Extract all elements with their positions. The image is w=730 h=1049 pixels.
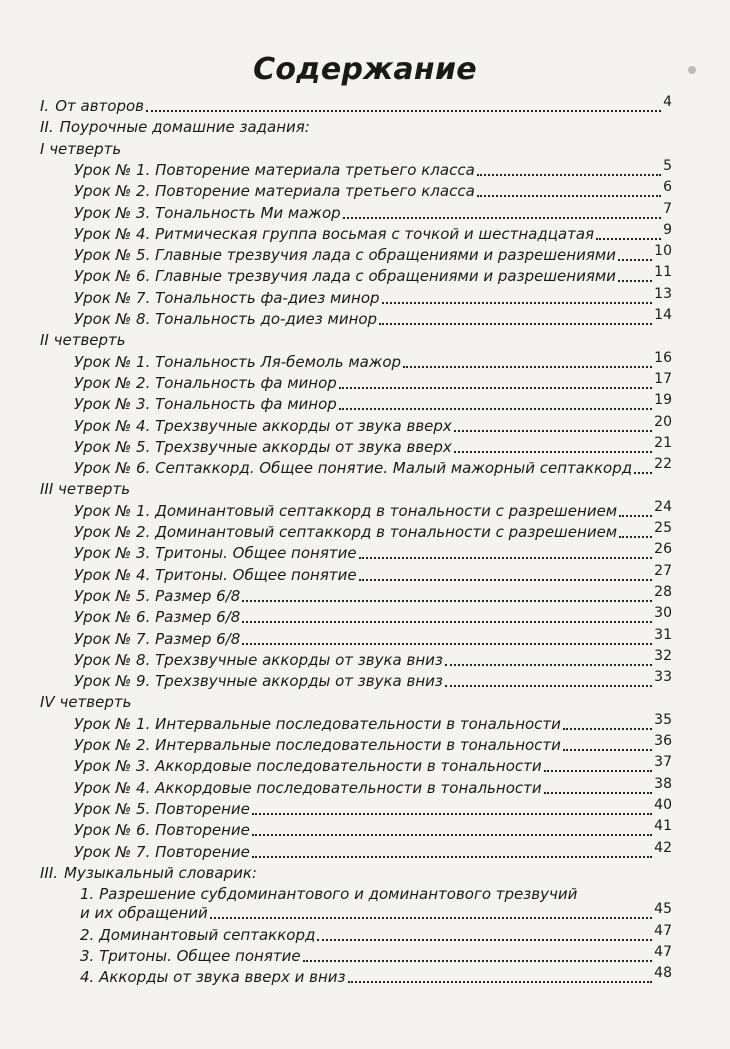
toc-entry [74, 245, 672, 265]
entry-page: 24 [654, 498, 672, 515]
entry-page: 20 [654, 413, 672, 430]
toc-entry [74, 394, 672, 414]
dot-leader [303, 959, 653, 962]
entry-page: 36 [654, 733, 672, 749]
entry-page: 35 [654, 711, 672, 728]
dot-leader [359, 578, 653, 581]
entry-title: Урок № 9. Трехзвучные аккорды от звука вниз [74, 672, 443, 691]
entry-page: 19 [654, 392, 672, 409]
toc-entry [74, 671, 672, 691]
toc-entry [74, 735, 672, 755]
entry-title: Урок № 7. Повторение [74, 842, 250, 861]
entry-title: 3. Тритоны. Общее понятие [80, 947, 301, 965]
toc-entry [74, 647, 672, 670]
dot-leader [348, 980, 653, 983]
toc-entry [74, 711, 672, 734]
dot-leader [596, 237, 661, 240]
entry-title: Урок № 8. Трехзвучные аккорды от звука вниз [74, 650, 443, 669]
entry-title: Урок № 2. Интервальные последовательности в тональности [74, 736, 561, 754]
entry-page: 14 [654, 307, 672, 323]
entry-number: III. [40, 863, 59, 882]
entry-page: 33 [654, 669, 672, 686]
entry-page: 11 [654, 264, 672, 281]
dot-leader [544, 769, 653, 772]
entry-number: II. [40, 118, 54, 137]
toc-entry [80, 967, 672, 987]
entry-title: Урок № 1. Интервальные последовательности в тональности [74, 714, 561, 733]
quarter-heading: III четверть [40, 480, 131, 499]
dot-leader [382, 301, 653, 304]
dot-leader [379, 322, 652, 325]
entry-title: От авторов [55, 97, 145, 115]
toc-entry [74, 413, 672, 436]
dot-leader [618, 279, 652, 282]
dot-leader [252, 855, 652, 858]
toc-entry [74, 607, 672, 627]
entry-title: Урок № 4. Трехзвучные аккорды от звука вверх [74, 416, 452, 435]
dot-leader [563, 748, 652, 751]
dot-leader [477, 194, 661, 197]
quarter-heading: I четверть [40, 139, 122, 158]
entry-page: 28 [654, 583, 672, 600]
dot-leader [146, 109, 661, 112]
entry-title: 1. Разрешение субдоминантового и доминантового трезвучий [80, 885, 578, 904]
entry-title: Урок № 5. Главные трезвучия лада с обращениями и разрешениями [74, 246, 616, 265]
entry-page: 31 [654, 626, 672, 643]
toc-entry [74, 434, 672, 457]
toc-entry [74, 522, 672, 542]
entry-page: 16 [654, 349, 672, 366]
dot-leader [252, 812, 652, 815]
entry-title: Урок № 3. Тональность Ми мажор [74, 203, 341, 222]
dot-leader [252, 833, 652, 836]
toc-entry [74, 458, 672, 478]
dot-leader [343, 216, 661, 219]
entry-page: 45 [654, 901, 672, 918]
toc-entry [74, 157, 672, 180]
entry-title: Музыкальный словарик: [64, 863, 257, 882]
toc-entry [74, 796, 672, 819]
toc-entry [74, 839, 672, 862]
entry-title: Урок № 1. Доминантовый септаккорд в тональности с разрешением [74, 501, 618, 520]
entry-title: Урок № 5. Размер 6/8 [74, 586, 241, 605]
entry-page: 6 [663, 179, 672, 196]
entry-title: Урок № 6. Главные трезвучия лада с обращениями и разрешениями [74, 267, 616, 286]
entry-title: Урок № 6. Повторение [74, 821, 250, 840]
entry-title: Урок № 4. Ритмическая группа восьмая с точкой и шестнадцатая [74, 224, 595, 243]
toc-entry [74, 309, 672, 329]
entry-number: I. [40, 97, 50, 115]
entry-title: Урок № 8. Тональность до-диез минор [74, 310, 378, 328]
toc-entry [74, 370, 672, 393]
toc-entry [40, 863, 672, 883]
entry-page: 37 [654, 754, 672, 771]
dot-leader [619, 514, 652, 517]
entry-page: 38 [654, 775, 672, 792]
toc-entry [74, 775, 672, 798]
dot-leader [563, 727, 652, 730]
quarter-heading: II четверть [40, 331, 126, 350]
entry-title: Урок № 3. Аккордовые последовательности в тональности [74, 757, 542, 776]
toc-entry [74, 498, 672, 521]
dot-leader [618, 258, 652, 261]
entry-title: Урок № 5. Повторение [74, 799, 250, 818]
toc-entry [74, 285, 672, 308]
entry-title: Урок № 1. Повторение материала третьего класса [74, 160, 475, 179]
dot-leader [454, 450, 652, 453]
toc-entry [80, 884, 672, 904]
toc-entry [74, 583, 672, 606]
toc-entry [74, 181, 672, 201]
quarter-heading: IV четверть [40, 693, 132, 712]
entry-title: Урок № 2. Доминантовый септаккорд в тональности с разрешением [74, 523, 618, 541]
dot-leader [242, 620, 652, 623]
entry-page: 22 [654, 456, 672, 473]
entry-page: 30 [654, 605, 672, 622]
entry-page: 13 [654, 285, 672, 302]
entry-page: 40 [654, 796, 672, 813]
entry-page: 4 [663, 94, 672, 110]
toc-entry [80, 903, 672, 923]
entry-page: 10 [654, 243, 672, 260]
entry-page: 48 [654, 965, 672, 982]
entry-page: 21 [654, 434, 672, 451]
entry-title: Урок № 4. Аккордовые последовательности в тональности [74, 778, 542, 797]
entry-page: 32 [654, 647, 672, 664]
dot-leader [445, 684, 652, 687]
entry-title: Урок № 7. Размер 6/8 [74, 629, 241, 648]
entry-page: 17 [654, 370, 672, 387]
entry-title: Урок № 6. Размер 6/8 [74, 608, 241, 627]
toc-entry [74, 820, 672, 840]
dot-leader [317, 938, 652, 941]
dot-leader [339, 407, 652, 410]
entry-title: 2. Доминантовый септаккорд [80, 925, 316, 944]
dot-leader [339, 386, 652, 389]
toc-entry [74, 266, 672, 286]
toc-entry [74, 349, 672, 372]
dot-leader [619, 535, 652, 538]
entry-page: 7 [663, 200, 672, 217]
page-mark [688, 66, 696, 74]
entry-page: 47 [654, 944, 672, 960]
entry-title: Урок № 3. Тритоны. Общее понятие [74, 544, 357, 563]
entry-page: 26 [654, 541, 672, 558]
toc-entry [74, 756, 672, 776]
entry-page: 27 [654, 562, 672, 579]
entry-title: Урок № 3. Тональность фа минор [74, 395, 337, 414]
page-title: Содержание [253, 52, 477, 87]
dot-leader [403, 365, 652, 368]
toc-entry [74, 626, 672, 649]
toc-entry [74, 221, 672, 244]
dot-leader [242, 599, 652, 602]
dot-leader [634, 471, 652, 474]
dot-leader [359, 556, 653, 559]
entry-title: и их обращений [80, 904, 208, 923]
entry-page: 42 [654, 839, 672, 856]
toc-entry [74, 543, 672, 563]
dot-leader [454, 429, 652, 432]
entry-page: 41 [654, 818, 672, 835]
entry-title: Урок № 1. Тональность Ля-бемоль мажор [74, 352, 402, 371]
toc-entry [74, 562, 672, 585]
dot-leader [445, 663, 652, 666]
entry-page: 47 [654, 922, 672, 939]
entry-title: Урок № 7. Тональность фа-диез минор [74, 288, 380, 307]
toc-entry [40, 117, 672, 137]
entry-title: Урок № 2. Тональность фа минор [74, 373, 337, 392]
dot-leader [544, 791, 653, 794]
toc-entry [74, 200, 672, 223]
entry-title: Урок № 6. Септаккорд. Общее понятие. Малый мажорный септаккорд [74, 459, 633, 478]
entry-title: Урок № 5. Трехзвучные аккорды от звука вверх [74, 437, 452, 456]
entry-title: 4. Аккорды от звука вверх и вниз [80, 968, 346, 987]
entry-title: Урок № 4. Тритоны. Общее понятие [74, 565, 357, 584]
toc-entry [80, 946, 672, 966]
entry-title: Урок № 2. Повторение материала третьего класса [74, 182, 475, 201]
dot-leader [477, 173, 661, 176]
entry-title: Поурочные домашние задания: [59, 118, 310, 137]
entry-page: 9 [663, 221, 672, 238]
entry-page: 25 [654, 520, 672, 536]
toc-entry [80, 922, 672, 945]
entry-page: 5 [663, 157, 672, 174]
dot-leader [242, 642, 652, 645]
toc-entry [40, 96, 672, 116]
dot-leader [210, 916, 652, 919]
